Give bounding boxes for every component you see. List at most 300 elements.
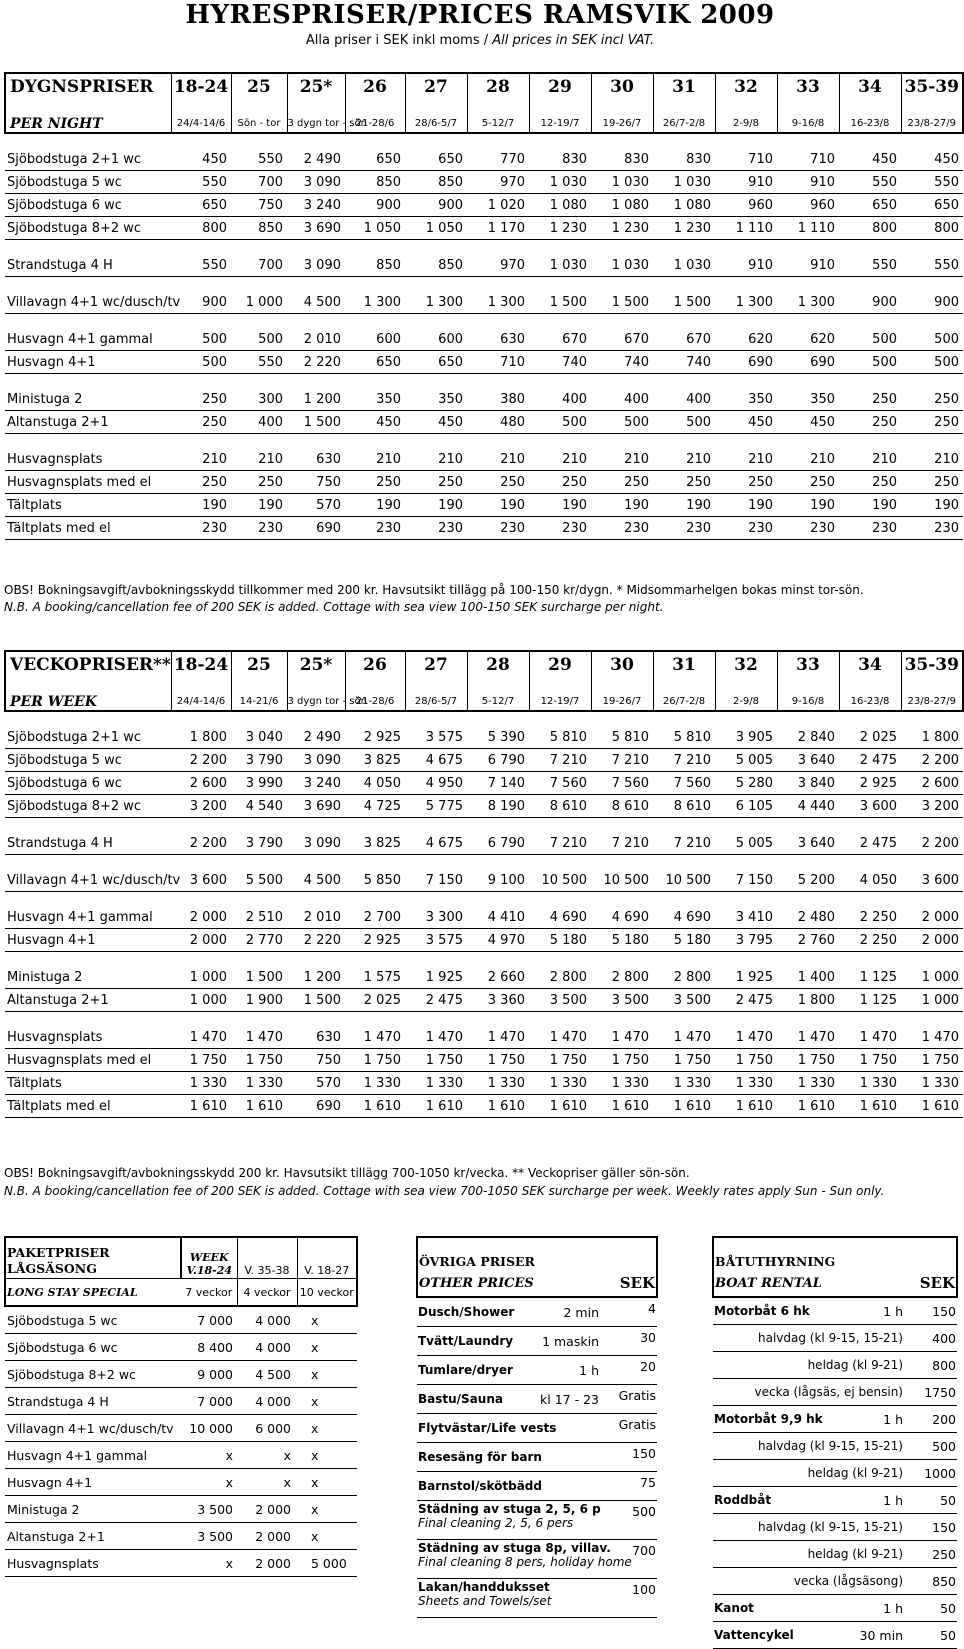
weekly-note-sv: OBS! Bokningsavgift/avbokningsskydd 200 kr. Havsutsikt tillägg 700-1050 kr/vecka. ** Veckopriser gäller sön-sön. — [4, 1166, 690, 1180]
price-cell: 450 — [405, 411, 467, 434]
price-cell: 650 — [901, 194, 963, 217]
price-row — [5, 217, 963, 240]
week-header: 18-24 — [171, 73, 231, 100]
date-range: Sön - tor — [231, 100, 287, 133]
price-cell: 2 925 — [345, 726, 405, 749]
boat-currency: SEK — [909, 1270, 957, 1297]
price-cell: 3 240 — [287, 194, 345, 217]
price-cell: 1 200 — [287, 966, 345, 989]
price-cell: 830 — [529, 148, 591, 171]
price-cell: 1 610 — [901, 1095, 963, 1118]
price-cell: 570 — [287, 494, 345, 517]
week-header: 30 — [591, 73, 653, 100]
price-row — [5, 869, 963, 892]
package-price-c: x — [297, 1415, 357, 1442]
price-cell: 1 300 — [777, 291, 839, 314]
price-row — [5, 194, 963, 217]
subtitle-sv: Alla priser i SEK inkl moms / — [305, 33, 493, 48]
price-cell: 250 — [405, 471, 467, 494]
week-header: 31 — [653, 73, 715, 100]
date-range: 24/4-14/6 — [171, 100, 231, 133]
price-cell: 2 000 — [171, 929, 231, 952]
boat-heading: BÅTUTHYRNING — [713, 1237, 957, 1270]
boat-unit: 1 h — [803, 1595, 909, 1622]
price-cell: 1 470 — [715, 1026, 777, 1049]
price-cell: 910 — [777, 171, 839, 194]
daily-note-sv: OBS! Bokningsavgift/avbokningsskydd tillkommer med 200 kr. Havsutsikt tillägg på 100-150 kr/dygn. * Midsommarhelgen bokas minst tor-sön. — [4, 583, 864, 597]
price-cell: 1 330 — [171, 1072, 231, 1095]
boat-unit: 1 h — [803, 1487, 909, 1514]
price-cell: 1 330 — [839, 1072, 901, 1095]
price-cell: 690 — [287, 1095, 345, 1118]
group-spacer — [5, 314, 963, 329]
price-cell: 400 — [653, 388, 715, 411]
price-cell: 250 — [653, 471, 715, 494]
price-cell: 910 — [715, 171, 777, 194]
price-cell: 7 560 — [653, 772, 715, 795]
price-cell: 1 030 — [591, 254, 653, 277]
accommodation-name: Husvagnsplats med el — [5, 471, 171, 494]
price-cell: 230 — [715, 517, 777, 540]
price-row — [5, 966, 963, 989]
price-cell: 1 000 — [171, 989, 231, 1012]
boat-row — [713, 1406, 957, 1433]
price-cell: 1 750 — [529, 1049, 591, 1072]
other-row — [417, 1356, 657, 1385]
price-row — [5, 254, 963, 277]
price-cell: 190 — [529, 494, 591, 517]
price-cell: 1 500 — [287, 411, 345, 434]
price-cell: 500 — [591, 411, 653, 434]
price-cell: 210 — [467, 448, 529, 471]
price-cell: 550 — [231, 148, 287, 171]
boat-price: 400 — [909, 1325, 957, 1352]
price-cell: 5 180 — [653, 929, 715, 952]
price-cell: 2 770 — [231, 929, 287, 952]
price-cell: 6 790 — [467, 749, 529, 772]
boat-row — [713, 1352, 957, 1379]
package-name: Strandstuga 4 H — [5, 1388, 181, 1415]
accommodation-name: Sjöbodstuga 8+2 wc — [5, 217, 171, 240]
price-cell: 1 500 — [529, 291, 591, 314]
price-cell: 630 — [287, 1026, 345, 1049]
price-cell: 2 220 — [287, 929, 345, 952]
package-price-a: x — [181, 1469, 237, 1496]
price-cell: 2 510 — [231, 906, 287, 929]
date-range: 14-21/6 — [231, 678, 287, 711]
group-spacer — [5, 434, 963, 449]
price-cell: 2 010 — [287, 328, 345, 351]
price-cell: 1 080 — [529, 194, 591, 217]
price-cell: 4 540 — [231, 795, 287, 818]
section-heading: DYGNSPRISER — [5, 73, 171, 100]
price-cell: 3 840 — [777, 772, 839, 795]
price-cell: 480 — [467, 411, 529, 434]
price-cell: 10 500 — [591, 869, 653, 892]
price-row — [5, 328, 963, 351]
accommodation-name: Sjöbodstuga 6 wc — [5, 772, 171, 795]
boat-name: Roddbåt — [713, 1487, 803, 1514]
other-name: Tvätt/Laundry — [418, 1334, 514, 1348]
price-cell: 210 — [171, 448, 231, 471]
accommodation-name: Sjöbodstuga 8+2 wc — [5, 795, 171, 818]
date-range: 28/6-5/7 — [405, 678, 467, 711]
price-cell: 190 — [901, 494, 963, 517]
price-cell: 3 090 — [287, 832, 345, 855]
price-cell: 3 795 — [715, 929, 777, 952]
price-cell: 210 — [777, 448, 839, 471]
package-price-c: x — [297, 1442, 357, 1469]
price-cell: 1 750 — [715, 1049, 777, 1072]
price-cell: 1 330 — [345, 1072, 405, 1095]
date-range: 12-19/7 — [529, 678, 591, 711]
price-cell: 710 — [467, 351, 529, 374]
price-cell: 2 000 — [171, 906, 231, 929]
week-header: 32 — [715, 73, 777, 100]
week-header: 28 — [467, 651, 529, 678]
price-cell: 4 690 — [591, 906, 653, 929]
price-cell: 1 610 — [777, 1095, 839, 1118]
price-cell: 2 480 — [777, 906, 839, 929]
package-row — [5, 1415, 357, 1442]
package-price-b: 2 000 — [237, 1496, 297, 1523]
week-header: 30 — [591, 651, 653, 678]
price-cell: 900 — [839, 291, 901, 314]
price-cell: 1 925 — [715, 966, 777, 989]
price-cell: 3 790 — [231, 749, 287, 772]
price-cell: 190 — [591, 494, 653, 517]
price-cell: 4 675 — [405, 832, 467, 855]
package-row — [5, 1306, 357, 1334]
price-cell: 1 300 — [345, 291, 405, 314]
price-cell: 2 000 — [901, 929, 963, 952]
other-name: Bastu/Sauna — [418, 1392, 503, 1406]
boat-rental-table — [712, 1236, 958, 1649]
price-cell: 1 800 — [171, 726, 231, 749]
accommodation-name: Sjöbodstuga 2+1 wc — [5, 726, 171, 749]
price-cell: 4 950 — [405, 772, 467, 795]
price-cell: 630 — [287, 448, 345, 471]
price-cell: 250 — [839, 411, 901, 434]
price-cell: 2 600 — [901, 772, 963, 795]
price-cell: 500 — [901, 328, 963, 351]
price-cell: 350 — [405, 388, 467, 411]
price-cell: 1 300 — [715, 291, 777, 314]
date-range: 5-12/7 — [467, 678, 529, 711]
other-row — [417, 1472, 657, 1501]
accommodation-name: Sjöbodstuga 6 wc — [5, 194, 171, 217]
price-cell: 550 — [901, 171, 963, 194]
price-cell: 2 490 — [287, 726, 345, 749]
price-cell: 3 200 — [901, 795, 963, 818]
price-cell: 4 970 — [467, 929, 529, 952]
package-price-c: 5 000 — [297, 1550, 357, 1577]
price-row — [5, 494, 963, 517]
price-cell: 830 — [591, 148, 653, 171]
price-cell: 350 — [715, 388, 777, 411]
price-cell: 550 — [171, 171, 231, 194]
price-cell: 250 — [171, 411, 231, 434]
price-cell: 1 610 — [653, 1095, 715, 1118]
price-cell: 7 140 — [467, 772, 529, 795]
price-cell: 1 925 — [405, 966, 467, 989]
boat-name: Motorbåt 9,9 hk — [713, 1406, 803, 1433]
price-cell: 1 610 — [529, 1095, 591, 1118]
package-col-week — [181, 1237, 237, 1279]
other-unit: 1 maskin — [529, 1327, 605, 1356]
date-header-row — [5, 678, 963, 711]
boat-rental-section — [712, 1236, 956, 1649]
price-cell: 690 — [777, 351, 839, 374]
price-cell: 960 — [715, 194, 777, 217]
week-header: 25 — [231, 73, 287, 100]
date-range: 28/6-5/7 — [405, 100, 467, 133]
other-subheading: OTHER PRICES — [417, 1270, 605, 1297]
other-row — [417, 1540, 657, 1579]
price-cell: 1 000 — [901, 966, 963, 989]
price-cell: 670 — [591, 328, 653, 351]
price-cell: 3 690 — [287, 217, 345, 240]
week-header: 25* — [287, 73, 345, 100]
other-name-en: Final cleaning 2, 5, 6 pers — [418, 1516, 574, 1530]
price-cell: 1 470 — [171, 1026, 231, 1049]
accommodation-name: Strandstuga 4 H — [5, 254, 171, 277]
price-cell: 2 700 — [345, 906, 405, 929]
price-cell: 1 400 — [777, 966, 839, 989]
price-cell: 250 — [839, 388, 901, 411]
price-cell: 250 — [777, 471, 839, 494]
other-name: Lakan/handduksset — [418, 1580, 550, 1594]
price-cell: 4 050 — [839, 869, 901, 892]
price-cell: 190 — [405, 494, 467, 517]
price-cell: 500 — [171, 351, 231, 374]
group-spacer — [5, 133, 963, 148]
package-price-a: 7 000 — [181, 1306, 237, 1334]
date-range: 2-9/8 — [715, 100, 777, 133]
week-header: 18-24 — [171, 651, 231, 678]
package-price-b: x — [237, 1442, 297, 1469]
price-cell: 3 500 — [529, 989, 591, 1012]
week-header: 28 — [467, 73, 529, 100]
price-cell: 1 330 — [467, 1072, 529, 1095]
boat-price: 850 — [909, 1568, 957, 1595]
price-cell: 7 210 — [653, 749, 715, 772]
package-price-c: x — [297, 1496, 357, 1523]
price-cell: 500 — [231, 328, 287, 351]
price-cell: 1 020 — [467, 194, 529, 217]
price-cell: 400 — [591, 388, 653, 411]
price-cell: 1 750 — [405, 1049, 467, 1072]
price-cell: 1 610 — [591, 1095, 653, 1118]
price-cell: 190 — [777, 494, 839, 517]
price-cell: 3 990 — [231, 772, 287, 795]
other-row — [417, 1297, 657, 1327]
price-cell: 1 610 — [231, 1095, 287, 1118]
price-cell: 3 090 — [287, 254, 345, 277]
price-cell: 900 — [171, 291, 231, 314]
package-table — [4, 1236, 358, 1577]
week-header: 26 — [345, 651, 405, 678]
price-cell: 1 230 — [591, 217, 653, 240]
price-cell: 1 750 — [231, 1049, 287, 1072]
price-cell: 1 330 — [653, 1072, 715, 1095]
price-cell: 1 470 — [839, 1026, 901, 1049]
accommodation-name: Sjöbodstuga 5 wc — [5, 749, 171, 772]
other-name: Dusch/Shower — [418, 1305, 515, 1319]
price-cell: 900 — [345, 194, 405, 217]
price-cell: 2 200 — [901, 749, 963, 772]
price-cell: 710 — [777, 148, 839, 171]
price-row — [5, 832, 963, 855]
other-item — [417, 1414, 557, 1443]
price-cell: 210 — [653, 448, 715, 471]
package-price-a: 3 500 — [181, 1496, 237, 1523]
price-row — [5, 148, 963, 171]
price-cell: 210 — [529, 448, 591, 471]
package-name: Ministuga 2 — [5, 1496, 181, 1523]
package-price-a: x — [181, 1550, 237, 1577]
price-cell: 1 500 — [591, 291, 653, 314]
other-prices-section — [416, 1236, 656, 1618]
package-heading-1: PAKETPRISER — [7, 1245, 110, 1260]
price-cell: 5 500 — [231, 869, 287, 892]
price-cell: 5 390 — [467, 726, 529, 749]
price-cell: 2 250 — [839, 929, 901, 952]
price-cell: 450 — [345, 411, 405, 434]
daily-note-en: N.B. A booking/cancellation fee of 200 SEK is added. Cottage with sea view 100-150 SEK surcharge per night. — [4, 600, 664, 614]
price-cell: 250 — [591, 471, 653, 494]
price-row — [5, 795, 963, 818]
price-cell: 2 760 — [777, 929, 839, 952]
price-cell: 690 — [287, 517, 345, 540]
price-cell: 210 — [715, 448, 777, 471]
price-cell: 230 — [901, 517, 963, 540]
boat-row — [713, 1568, 957, 1595]
price-cell: 850 — [405, 254, 467, 277]
price-cell: 230 — [405, 517, 467, 540]
package-col2: V. 35-38 — [237, 1237, 297, 1279]
price-cell: 190 — [171, 494, 231, 517]
date-range: 12-19/7 — [529, 100, 591, 133]
boat-row — [713, 1297, 957, 1325]
price-cell: 400 — [231, 411, 287, 434]
package-price-c: x — [297, 1469, 357, 1496]
other-row — [417, 1385, 657, 1414]
other-unit: 1 h — [529, 1356, 605, 1385]
price-cell: 620 — [777, 328, 839, 351]
price-cell: 2 840 — [777, 726, 839, 749]
accommodation-name: Husvagnsplats — [5, 1026, 171, 1049]
price-cell: 850 — [345, 171, 405, 194]
boat-row — [713, 1541, 957, 1568]
price-row — [5, 171, 963, 194]
price-cell: 500 — [171, 328, 231, 351]
price-cell: 2 925 — [839, 772, 901, 795]
price-cell: 3 640 — [777, 832, 839, 855]
price-cell: 230 — [839, 517, 901, 540]
section-heading: VECKOPRISER** — [5, 651, 171, 678]
price-cell: 250 — [901, 411, 963, 434]
boat-unit: 1 h — [803, 1406, 909, 1433]
date-range: 16-23/8 — [839, 678, 901, 711]
price-cell: 250 — [901, 471, 963, 494]
package-col1: V.18-24 — [186, 1264, 233, 1277]
price-cell: 250 — [901, 388, 963, 411]
price-cell: 1 470 — [405, 1026, 467, 1049]
price-cell: 550 — [901, 254, 963, 277]
price-row — [5, 929, 963, 952]
price-cell: 450 — [901, 148, 963, 171]
other-item — [417, 1327, 529, 1356]
package-price-b: 2 000 — [237, 1523, 297, 1550]
other-price: 500 — [605, 1501, 657, 1540]
price-cell: 3 240 — [287, 772, 345, 795]
price-cell: 4 440 — [777, 795, 839, 818]
group-spacer — [5, 855, 963, 870]
price-cell: 2 250 — [839, 906, 901, 929]
price-cell: 1 470 — [345, 1026, 405, 1049]
price-cell: 750 — [231, 194, 287, 217]
price-cell: 7 560 — [591, 772, 653, 795]
date-range: 2-9/8 — [715, 678, 777, 711]
price-cell: 1 330 — [901, 1072, 963, 1095]
price-cell: 2 660 — [467, 966, 529, 989]
date-range: 26/7-2/8 — [653, 678, 715, 711]
package-name: Husvagn 4+1 — [5, 1469, 181, 1496]
accommodation-name: Strandstuga 4 H — [5, 832, 171, 855]
boat-unit: heldag (kl 9-21) — [713, 1460, 909, 1487]
week-header: 34 — [839, 73, 901, 100]
package-row — [5, 1442, 357, 1469]
other-name: Städning av stuga 2, 5, 6 p — [418, 1502, 601, 1516]
price-cell: 250 — [171, 471, 231, 494]
date-range: 9-16/8 — [777, 100, 839, 133]
price-cell: 1 750 — [901, 1049, 963, 1072]
date-range: 23/8-27/9 — [901, 100, 963, 133]
price-cell: 450 — [839, 148, 901, 171]
price-cell: 1 330 — [591, 1072, 653, 1095]
price-cell: 230 — [653, 517, 715, 540]
other-price: 4 — [605, 1297, 657, 1327]
price-cell: 1 500 — [287, 989, 345, 1012]
price-cell: 2 600 — [171, 772, 231, 795]
price-cell: 8 610 — [653, 795, 715, 818]
price-cell: 210 — [345, 448, 405, 471]
price-row — [5, 906, 963, 929]
price-cell: 250 — [529, 471, 591, 494]
package-name: Sjöbodstuga 5 wc — [5, 1306, 181, 1334]
price-cell: 1 125 — [839, 966, 901, 989]
boat-price: 800 — [909, 1352, 957, 1379]
boat-unit: vecka (lågsäs, ej bensin) — [713, 1379, 909, 1406]
price-cell: 1 750 — [839, 1049, 901, 1072]
accommodation-name: Altanstuga 2+1 — [5, 411, 171, 434]
price-row — [5, 772, 963, 795]
package-price-a: 8 400 — [181, 1334, 237, 1361]
price-cell: 3 360 — [467, 989, 529, 1012]
other-item — [417, 1540, 632, 1579]
price-cell: 740 — [529, 351, 591, 374]
week-header: 25* — [287, 651, 345, 678]
price-cell: 830 — [653, 148, 715, 171]
price-cell: 850 — [231, 217, 287, 240]
price-cell: 1 230 — [529, 217, 591, 240]
accommodation-name: Tältplats — [5, 494, 171, 517]
price-cell: 3 825 — [345, 749, 405, 772]
date-range: 23/8-27/9 — [901, 678, 963, 711]
price-cell: 2 200 — [901, 832, 963, 855]
other-item — [417, 1501, 605, 1540]
